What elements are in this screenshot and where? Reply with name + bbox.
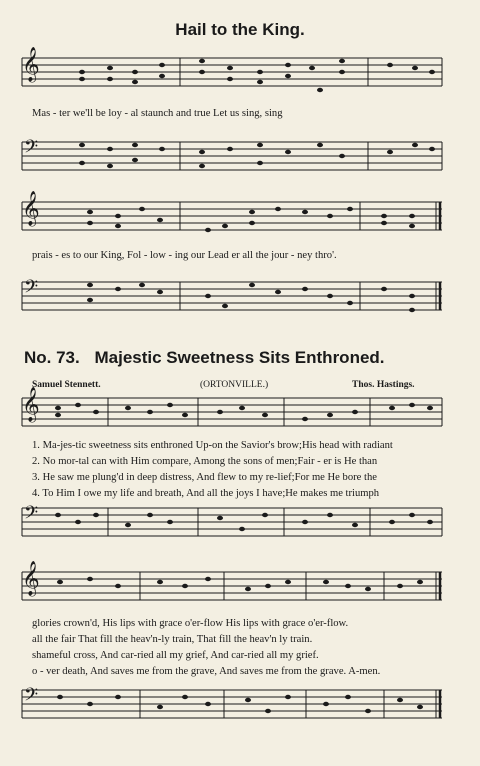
bass-staff-system-1 xyxy=(20,132,444,184)
treble-clef-icon: 𝄞 xyxy=(22,192,40,225)
hymn-number: No. 73. xyxy=(24,348,80,367)
treble-staff-system-4 xyxy=(20,560,444,610)
composer-credit: Thos. Hastings. xyxy=(352,380,415,390)
treble-clef-icon: 𝄞 xyxy=(22,48,40,81)
treble-staff-system-2 xyxy=(20,192,444,244)
treble-staff-system-1 xyxy=(20,48,444,100)
verse-2-line-b: all the fair That fill the heav'n-ly train, That fill the heav'n ly train. xyxy=(32,634,313,645)
hymn-title: Hail to the King. xyxy=(175,20,305,39)
staff-lines xyxy=(20,132,444,184)
lyric-line: prais - es to our King, Fol - low - ing our Lead er all the jour - ney thro'. xyxy=(32,250,337,261)
treble-clef-icon: 𝄞 xyxy=(22,562,40,595)
staff-lines xyxy=(20,48,444,100)
treble-clef-icon: 𝄞 xyxy=(22,388,40,421)
verse-1-line-b: glories crown'd, His lips with grace o'er-flow His lips with grace o'er-flow. xyxy=(32,618,349,629)
author-credit: Samuel Stennett. xyxy=(32,380,101,390)
tune-name: (ORTONVILLE.) xyxy=(200,380,269,390)
staff-lines xyxy=(20,272,444,324)
staff-lines xyxy=(20,192,444,244)
verse-4-line-b: o - ver death, And saves me from the grave, And saves me from the grave. A-men. xyxy=(32,666,381,677)
bass-staff-system-4 xyxy=(20,678,444,728)
verse-3-line-a: 3. He saw me plung'd in deep distress, And flew to my re-lief;For me He bore the xyxy=(32,472,377,483)
staff-lines xyxy=(20,390,444,436)
verse-4-line-a: 4. To Him I owe my life and breath, And all the joys I have;He makes me triumph xyxy=(32,488,380,499)
verse-2-line-a: 2. No mor-tal can with Him compare, Among the sons of men;Fair - er is He than xyxy=(32,456,378,467)
bass-clef-icon: 𝄢 xyxy=(24,276,39,301)
staff-lines xyxy=(20,678,444,728)
treble-staff-system-3 xyxy=(20,390,444,436)
bass-clef-icon: 𝄢 xyxy=(24,502,39,527)
verse-3-line-b: shameful cross, And car-ried all my grief, And car-ried all my grief. xyxy=(32,650,319,661)
staff-lines xyxy=(20,500,444,546)
lyric-line: Mas - ter we'll be loy - al staunch and true Let us sing, sing xyxy=(32,108,283,119)
bass-clef-icon: 𝄢 xyxy=(24,136,39,161)
staff-lines xyxy=(20,560,444,610)
bass-staff-system-2 xyxy=(20,272,444,324)
hymn-heading xyxy=(24,348,385,368)
verse-1-line-a: 1. Ma-jes-tic sweetness sits enthroned Up-on the Savior's brow;His head with radiant xyxy=(32,440,393,451)
hymn-title: Majestic Sweetness Sits Enthroned. xyxy=(94,348,385,367)
bass-clef-icon: 𝄢 xyxy=(24,684,39,709)
bass-staff-system-3 xyxy=(20,500,444,546)
